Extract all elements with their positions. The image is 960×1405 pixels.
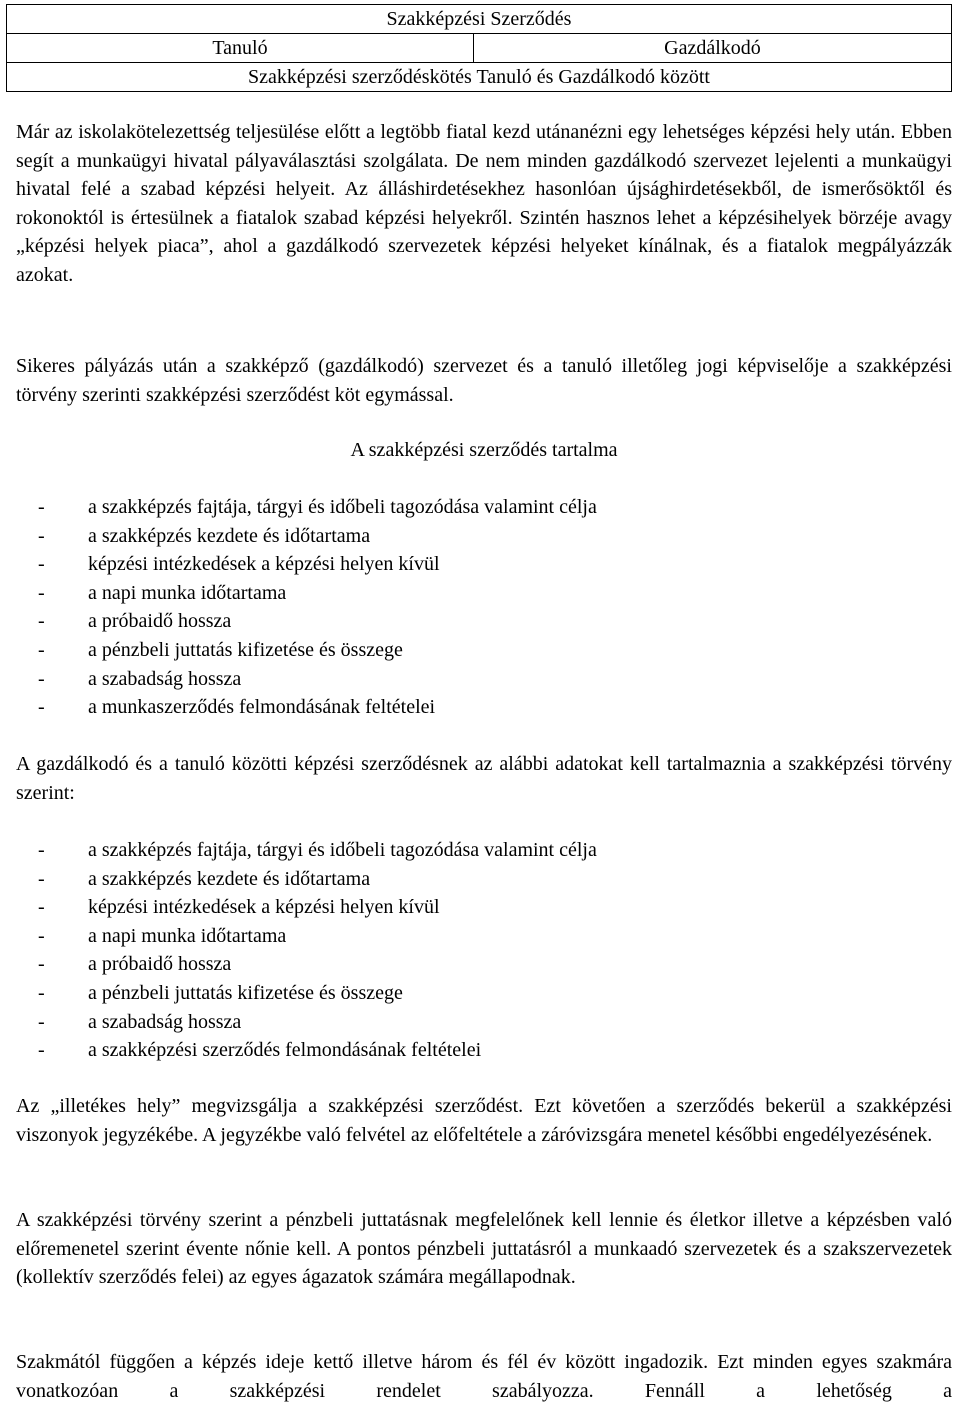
dash-marker: - bbox=[38, 953, 45, 976]
list-item: - a szakképzés kezdete és időtartama bbox=[16, 865, 597, 894]
list-item: - a szabadság hossza bbox=[16, 665, 597, 694]
paragraph-intro: Már az iskolakötelezettség teljesülése előtt a legtöbb fiatal kezd utánanézni egy lehetséges képzési hely után. Ebben segít a munkaügyi hivatal pályaválasztási szolgálata. De nem minden gazdálkodó szervezet lejelenti a munkaügyi hivatal felé a szabad képzési helyeit. Az álláshirdetésekhez hasonlóan újsághirdetésekből, de ismerősöktől és rokonoktól is értesülnek a fiatalok szabad képzési helyekről. Szintén hasznos lehet a képzésihelyek börzéje avagy „képzési helyek piaca”, ahol a gazdálkodó szervezetek képzési helyeket kínálnak, és a fiatalok megpályázzák azokat. bbox=[16, 121, 952, 286]
dash-marker: - bbox=[38, 839, 45, 861]
dash-marker: - bbox=[38, 981, 45, 1004]
dash-marker: - bbox=[38, 667, 45, 690]
header-table bbox=[6, 4, 952, 92]
list-item: - a szabadság hossza bbox=[16, 1008, 597, 1037]
document-subtitle: Szakképzési szerződéskötés Tanuló és Gazdálkodó között bbox=[7, 63, 952, 92]
party-gazdalkodo: Gazdálkodó bbox=[474, 34, 952, 63]
list-item: - a próbaidő hossza bbox=[16, 950, 597, 979]
paragraph-contract: Sikeres pályázás után a szakképző (gazdálkodó) szervezet és a tanuló illetőleg jogi képviselője a szakképzési törvény szerinti szakképzési szerződést köt egymással. bbox=[16, 355, 952, 406]
dash-marker: - bbox=[38, 867, 45, 890]
list-item: - a szakképzés fajtája, tárgyi és időbeli tagozódása valamint célja bbox=[16, 836, 597, 865]
paragraph-registry: Az „illetékes hely” megvizsgálja a szakképzési szerződést. Ezt követően a szerződés bekerül a szakképzési viszonyok jegyzékébe. A jegyzékbe való felvétel az előfeltétele a záróvizsgára menetel későbbi engedélyezésének. bbox=[16, 1095, 952, 1146]
list-item: - a pénzbeli juttatás kifizetése és összege bbox=[16, 636, 597, 665]
list-item: - a szakképzési szerződés felmondásának feltételei bbox=[16, 1036, 597, 1065]
dash-marker: - bbox=[38, 924, 45, 947]
list-item: - képzési intézkedések a képzési helyen kívül bbox=[16, 893, 597, 922]
dash-marker: - bbox=[38, 638, 45, 661]
dash-marker: - bbox=[38, 581, 45, 604]
dash-marker: - bbox=[38, 553, 45, 576]
dash-marker: - bbox=[38, 1010, 45, 1033]
dash-marker: - bbox=[38, 524, 45, 547]
list-item: - a napi munka időtartama bbox=[16, 579, 597, 608]
list-item: - a szakképzés fajtája, tárgyi és időbeli tagozódása valamint célja bbox=[16, 493, 597, 522]
dash-marker: - bbox=[38, 696, 45, 719]
list-item: - a próbaidő hossza bbox=[16, 607, 597, 636]
list-item: - a napi munka időtartama bbox=[16, 922, 597, 951]
section-heading: A szakképzési szerződés tartalma bbox=[350, 439, 618, 461]
party-tanulo: Tanuló bbox=[7, 34, 474, 63]
paragraph-duration: Szakmától függően a képzés ideje kettő illetve három és fél év között ingadozik. Ezt minden egyes szakmára vonatkozóan a szakképzési rendelet szabályozza. Fennáll a lehetőség a bbox=[16, 1351, 952, 1402]
content-list-2 bbox=[16, 836, 597, 1065]
content-list-1 bbox=[16, 493, 597, 722]
list-item: - képzési intézkedések a képzési helyen kívül bbox=[16, 550, 597, 579]
paragraph-requirements: A gazdálkodó és a tanuló közötti képzési szerződésnek az alábbi adatokat kell tartalmaznia a szakképzési törvény szerint: bbox=[16, 753, 952, 804]
dash-marker: - bbox=[38, 896, 45, 919]
list-item: - a szakképzés kezdete és időtartama bbox=[16, 522, 597, 551]
list-item: - a pénzbeli juttatás kifizetése és összege bbox=[16, 979, 597, 1008]
paragraph-payment: A szakképzési törvény szerint a pénzbeli juttatásnak megfelelőnek kell lennie és életkor illetve a képzésben való előremenetel szerint évente nőnie kell. A pontos pénzbeli juttatásról a munkaadó szervezetek és a szakszervezetek (kollektív szerződés felei) az egyes ágazatok számára megállapodnak. bbox=[16, 1209, 952, 1289]
document-title: Szakképzési Szerződés bbox=[7, 5, 952, 34]
list-item: - a munkaszerződés felmondásának feltételei bbox=[16, 693, 597, 722]
dash-marker: - bbox=[38, 1039, 45, 1062]
dash-marker: - bbox=[38, 610, 45, 633]
dash-marker: - bbox=[38, 496, 45, 518]
